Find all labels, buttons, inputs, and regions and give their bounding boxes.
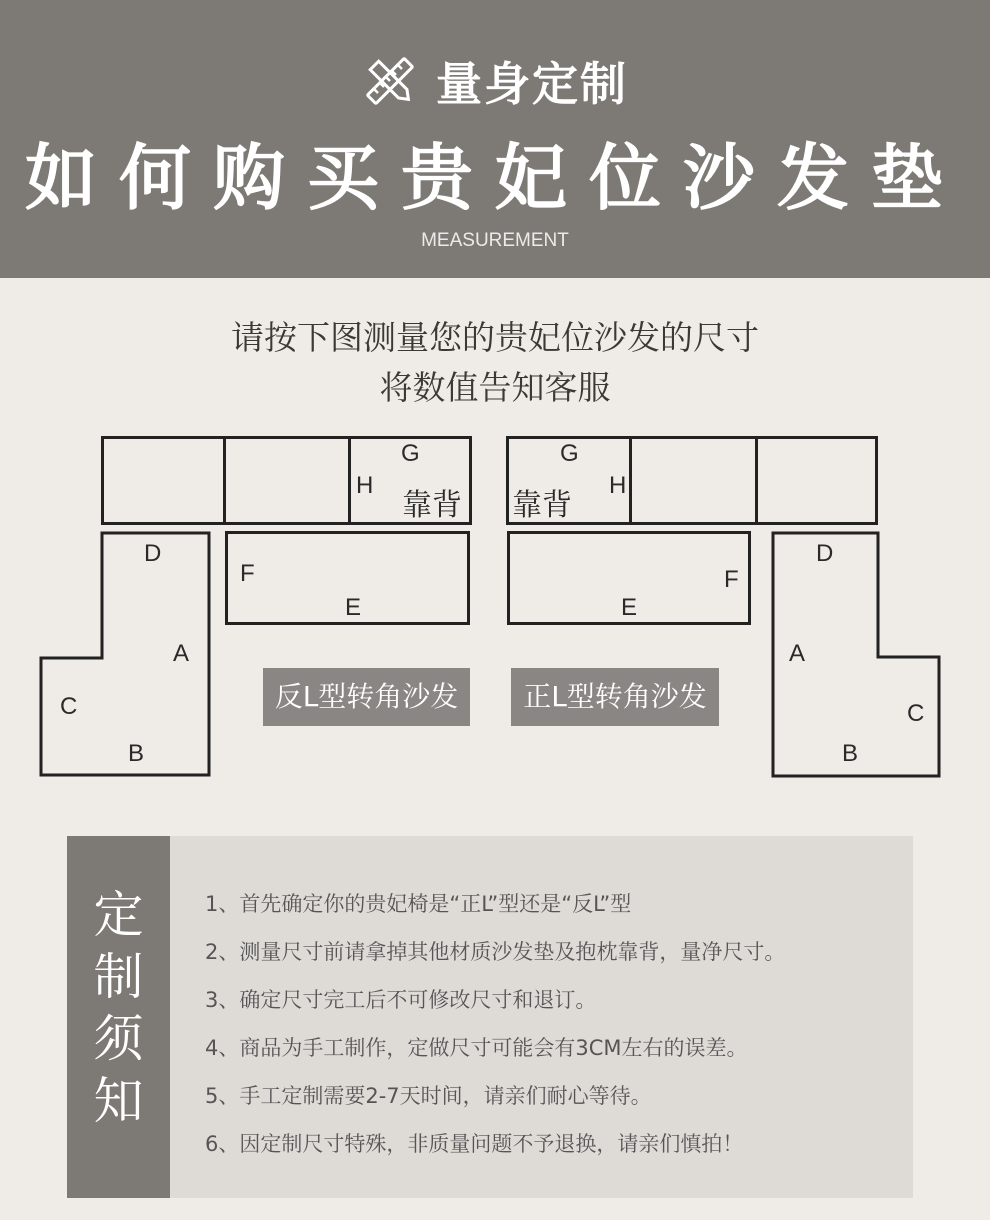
rule-item: 4、商品为手工制作，定做尺寸可能会有3CM左右的误差。	[205, 1036, 748, 1060]
label-f-left: F	[240, 560, 255, 587]
label-b-right: B	[842, 740, 859, 767]
label-f-right: F	[724, 566, 739, 593]
label-c-right: C	[907, 700, 925, 727]
rule-item: 2、测量尺寸前请拿掉其他材质沙发垫及抱枕靠背，量净尺寸。	[205, 940, 786, 964]
notice-title-char-1: 定	[93, 886, 144, 944]
back-label-left: 靠背	[402, 488, 462, 523]
normal-l-sofa-button[interactable]: 正L型转角沙发	[511, 668, 719, 726]
notice-title-char-3: 须	[93, 1010, 144, 1068]
notice-title-char-4: 知	[93, 1072, 144, 1130]
label-d-right: D	[816, 540, 834, 567]
notice-title-char-2: 制	[93, 948, 144, 1006]
notice-title	[67, 884, 170, 1132]
page-title: 如何购买贵妃位沙发垫	[24, 136, 965, 220]
label-d-left: D	[144, 540, 162, 567]
back-label-right: 靠背	[512, 488, 572, 523]
label-g-right: G	[560, 440, 579, 467]
header-title: 量身定制	[436, 57, 628, 111]
rule-item: 1、首先确定你的贵妃椅是“正L”型还是“反L”型	[205, 892, 632, 916]
label-h-left: H	[356, 472, 374, 499]
intro-line-1: 请按下图测量您的贵妃位沙发的尺寸	[231, 318, 759, 357]
label-b-left: B	[128, 740, 145, 767]
label-e-left: E	[345, 594, 362, 621]
label-g-left: G	[401, 440, 420, 467]
rule-item: 3、确定尺寸完工后不可修改尺寸和退订。	[205, 988, 597, 1012]
intro-line-2: 将数值告知客服	[379, 368, 611, 407]
reverse-l-sofa-button[interactable]: 反L型转角沙发	[263, 668, 470, 726]
label-a-left: A	[173, 640, 190, 667]
label-c-left: C	[60, 693, 78, 720]
label-e-right: E	[621, 594, 638, 621]
rule-item: 6、因定制尺寸特殊，非质量问题不予退换，请亲们慎拍！	[205, 1132, 744, 1156]
header-subtitle: MEASUREMENT	[421, 230, 569, 251]
label-h-right: H	[609, 472, 627, 499]
notice-rules-list	[205, 880, 785, 1168]
rule-item: 5、手工定制需要2-7天时间，请亲们耐心等待。	[205, 1084, 652, 1108]
label-a-right: A	[789, 640, 806, 667]
